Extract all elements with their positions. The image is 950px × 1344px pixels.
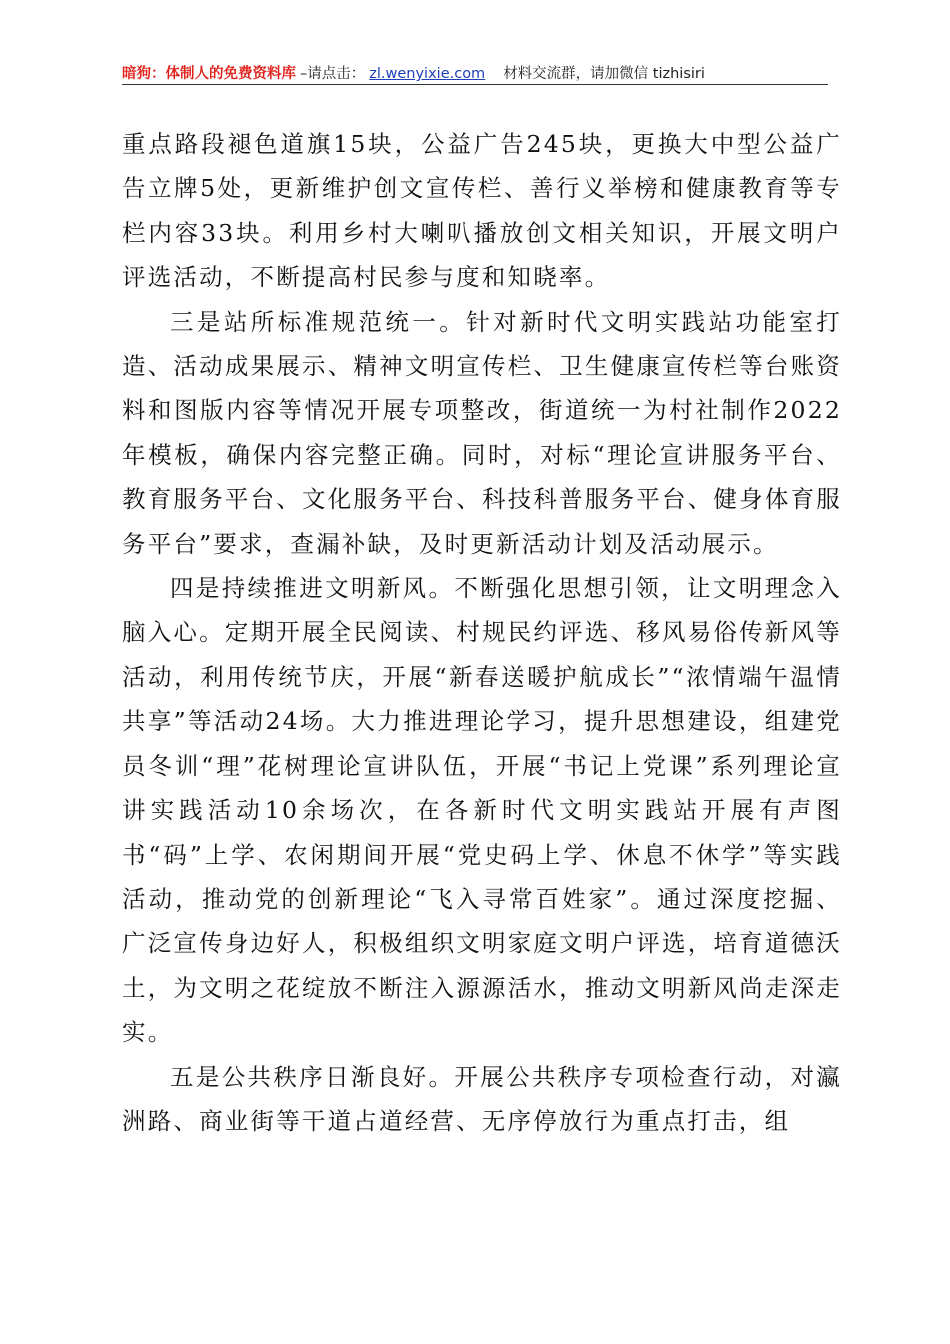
header-note: 材料交流群，请加微信 tizhisiri xyxy=(503,66,705,82)
page-header xyxy=(122,58,828,84)
header-divider xyxy=(122,84,828,85)
header-link[interactable]: zl.wenyixie.com xyxy=(369,66,486,82)
paragraph-public-order: 五是公共秩序日渐良好。开展公共秩序专项检查行动，对瀛洲路、商业街等干道占道经营、无序停放行为重点打击，组 xyxy=(122,1062,842,1135)
header-title: 暗狗：体制人的免费资料库 xyxy=(122,66,296,82)
paragraph-continuation: 重点路段褪色道旗15块，公益广告245块，更换大中型公益广告立牌5处，更新维护创文宣传栏、善行义举榜和健康教育等专栏内容33块。利用乡村大喇叭播放创文相关知识，开展文明户评选活动，不断提高村民参与度和知晓率。 xyxy=(122,130,842,292)
paragraph-civilization-new-trend: 四是持续推进文明新风。不断强化思想引领，让文明理念入脑入心。定期开展全民阅读、村规民约评选、移风易俗传新风等活动，利用传统节庆，开展“新春送暖护航成长”“浓情端午温情共享”等活动24场。大力推进理论学习，提升思想建设，组建党员冬训“理”花树理论宣讲队伍，开展“书记上党课”系列理论宣讲实践活动10余场次，在各新时代文明实践站开展有声图书“码”上学、农闲期间开展“党史码上学、休息不休学”等实践活动，推动党的创新理论“飞入寻常百姓家”。通过深度挖掘、广泛宣传身边好人，积极组织文明家庭文明户评选，培育道德沃土，为文明之花绽放不断注入源源活水，推动文明新风尚走深走实。 xyxy=(122,574,842,1047)
header-prompt: –请点击： xyxy=(300,66,366,82)
paragraph-station-standards: 三是站所标准规范统一。针对新时代文明实践站功能室打造、活动成果展示、精神文明宣传栏、卫生健康宣传栏等台账资料和图版内容等情况开展专项整改，街道统一为村社制作2022年模板，确保内容完整正确。同时，对标“理论宣讲服务平台、教育服务平台、文化服务平台、科技科普服务平台、健身体育服务平台”要求，查漏补缺，及时更新活动计划及活动展示。 xyxy=(122,307,842,558)
document-body xyxy=(122,122,842,1143)
